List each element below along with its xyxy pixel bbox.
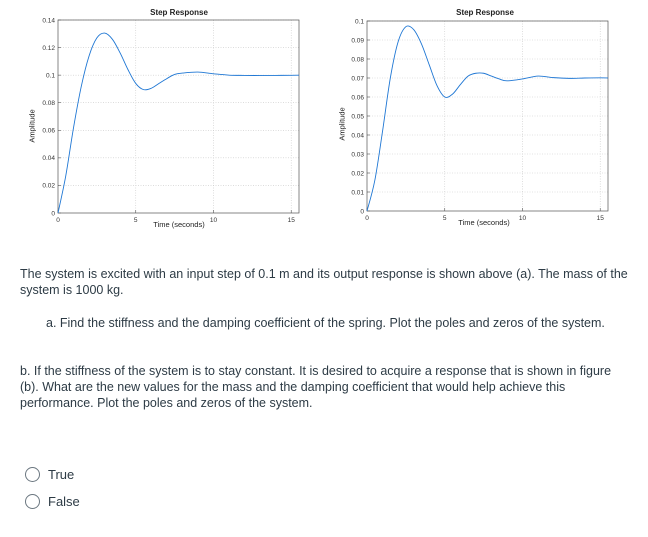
question-part-a: a. Find the stiffness and the damping coefficient of the spring. Plot the poles and zeros of the system. — [46, 316, 605, 330]
y-tick-label: 0.07 — [351, 75, 364, 83]
plot-background — [58, 20, 299, 213]
y-tick-label: 0.01 — [351, 189, 364, 197]
y-tick-label: 0.03 — [351, 151, 364, 159]
plot-area-a — [20, 8, 310, 230]
step-response-chart-a — [20, 8, 310, 230]
x-tick-label: 15 — [596, 215, 604, 222]
x-tick-label: 0 — [365, 215, 369, 222]
y-tick-label: 0.04 — [351, 132, 364, 140]
y-tick-label: 0.12 — [42, 44, 55, 52]
question-intro: The system is excited with an input step of 0.1 m and its output response is shown above (a). The mass of the system is 1000 kg. — [20, 267, 628, 297]
option-true-label: True — [48, 467, 75, 482]
y-tick-label: 0.06 — [351, 94, 364, 102]
y-tick-label: 0.09 — [351, 37, 364, 45]
x-tick-label: 10 — [209, 217, 218, 224]
y-tick-label: 0.14 — [42, 17, 55, 25]
y-tick-label: 0.1 — [45, 72, 55, 80]
x-tick-label: 10 — [518, 215, 527, 222]
y-tick-label: 0.02 — [42, 182, 55, 190]
y-tick-label: 0.04 — [42, 155, 55, 163]
x-tick-label: 15 — [287, 217, 295, 224]
option-false-label: False — [48, 494, 80, 509]
chart-title-a: Step Response — [150, 8, 208, 17]
y-axis-label-b: Amplitude — [337, 107, 347, 141]
y-tick-label: 0.02 — [351, 170, 364, 178]
y-tick-label: 0.08 — [351, 56, 364, 64]
chart-title-b: Step Response — [456, 8, 514, 17]
x-axis-label-a: Time (seconds) — [153, 220, 205, 229]
y-axis-label-a: Amplitude — [27, 109, 37, 143]
y-tick-label: 0.05 — [351, 113, 364, 121]
x-tick-label: 5 — [442, 215, 447, 222]
x-tick-label: 5 — [133, 217, 138, 224]
radio-button-false[interactable] — [25, 494, 40, 509]
y-tick-label: 0 — [51, 210, 55, 218]
y-tick-label: 0.1 — [354, 18, 364, 26]
question-part-b: b. If the stiffness of the system is to stay constant. It is desired to acquire a response that is shown in figure (b). What are the new values for the mass and the damping coefficient that would help achieve this performance. Plot the poles and zeros of the system. — [20, 364, 612, 410]
y-tick-label: 0 — [360, 208, 364, 216]
option-false[interactable] — [25, 494, 80, 509]
step-response-chart-b — [330, 8, 620, 230]
y-tick-label: 0.06 — [42, 127, 55, 135]
x-axis-label-b: Time (seconds) — [458, 218, 510, 227]
option-true[interactable] — [25, 467, 74, 482]
x-tick-label: 0 — [56, 217, 60, 224]
y-tick-label: 0.08 — [42, 100, 55, 108]
radio-button-true[interactable] — [25, 467, 40, 482]
plot-area-b — [330, 8, 620, 230]
